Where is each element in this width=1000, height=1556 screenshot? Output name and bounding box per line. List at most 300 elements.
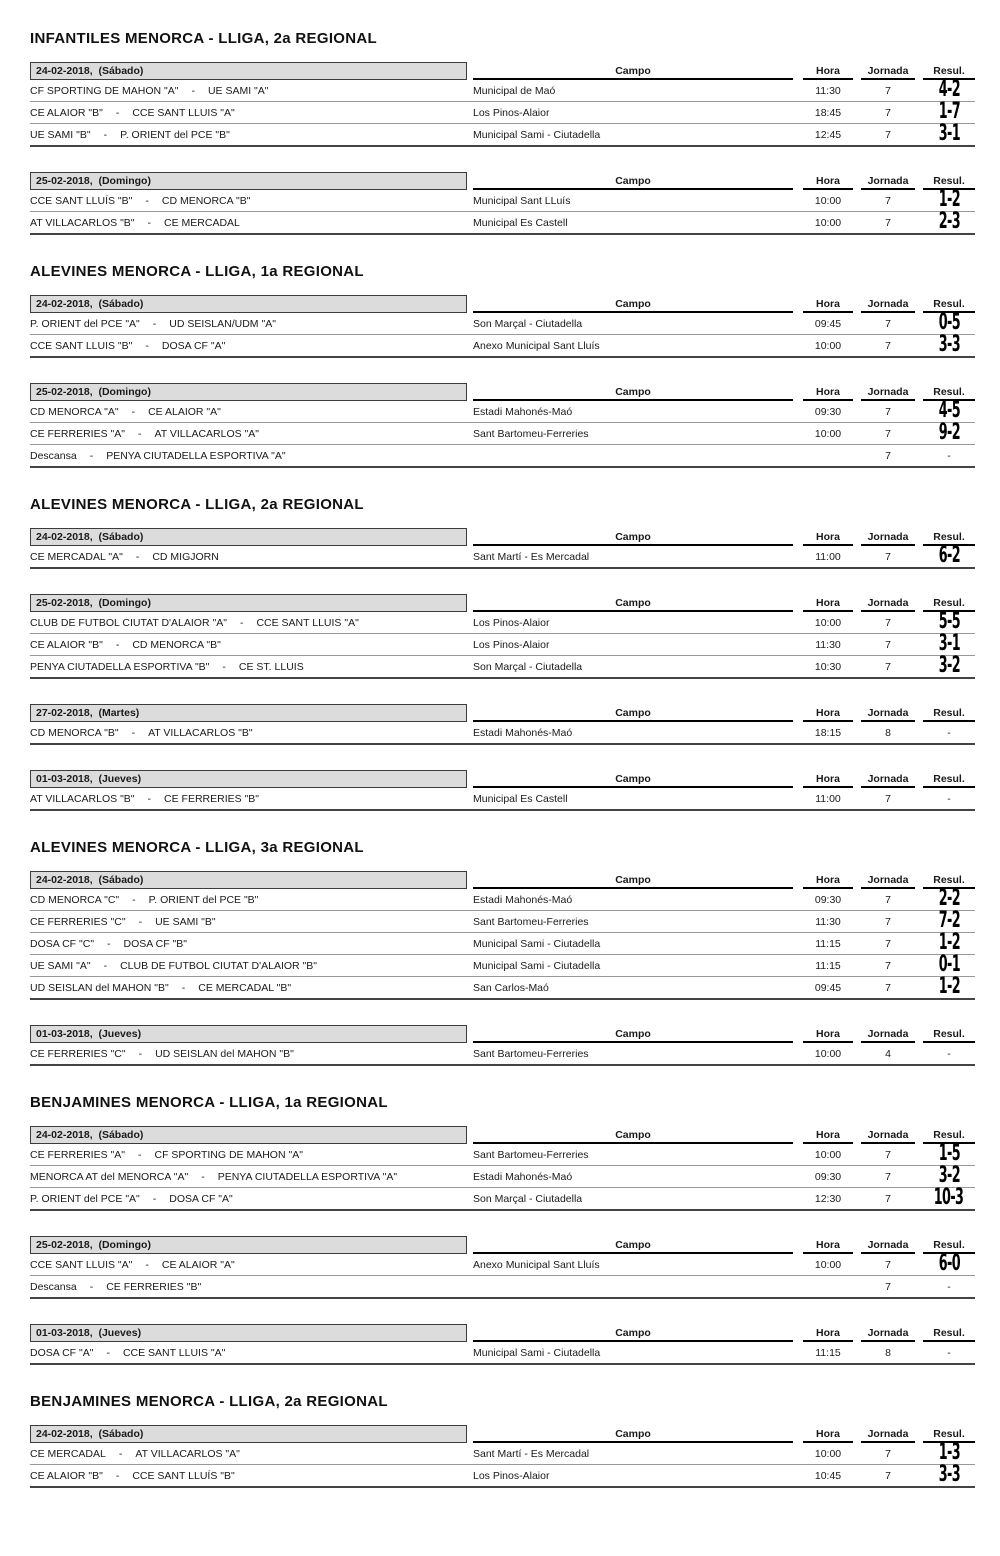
match-rows [30, 1251, 975, 1299]
campo-cell: Estadi Mahonés-Maó [473, 893, 573, 906]
home-team: Descansa [30, 449, 77, 462]
away-team: CE FERRERIES "B" [164, 792, 260, 805]
campo-column-header: Campo [473, 383, 793, 401]
match-row [30, 398, 975, 423]
date-header [30, 704, 467, 722]
result-value: - [947, 1280, 951, 1293]
teams-cell [30, 450, 473, 462]
campo-cell: Municipal Sami - Ciutadella [473, 937, 601, 950]
teams-cell [30, 85, 473, 97]
resul-column-header: Resul. [923, 594, 975, 612]
jornada-column-header: Jornada [861, 704, 915, 722]
versus-separator: - [137, 427, 142, 440]
result-value: 1-3 [938, 1440, 960, 1465]
teams-cell [30, 217, 473, 229]
away-team: CE FERRERIES "B" [106, 1280, 202, 1293]
versus-separator: - [239, 616, 244, 629]
campo-column-header: Campo [473, 1425, 793, 1443]
date-header [30, 770, 467, 788]
hora-cell: 11:00 [815, 550, 841, 563]
campo-cell: Son Marçal - Ciutadella [473, 317, 583, 330]
campo-cell: Estadi Mahonés-Maó [473, 726, 573, 739]
campo-column-header: Campo [473, 1324, 793, 1342]
versus-separator: - [137, 1148, 142, 1161]
resul-column-header: Resul. [923, 1236, 975, 1254]
versus-separator: - [115, 106, 120, 119]
result-cell [923, 1141, 975, 1166]
date-header-label: 27-02-2018, (Martes) [36, 707, 140, 719]
jornada-column-header: Jornada [861, 383, 915, 401]
table-header-row [30, 295, 975, 313]
date-header-label: 24-02-2018, (Sábado) [36, 531, 144, 543]
versus-separator: - [145, 1258, 149, 1271]
teams-cell [30, 406, 473, 418]
campo-column-header: Campo [473, 871, 793, 889]
table-header-row [30, 383, 975, 401]
jornada-cell: 8 [885, 1346, 891, 1359]
versus-separator: - [118, 1447, 123, 1460]
hora-cell: 10:00 [814, 1047, 842, 1060]
campo-cell: Los Pinos-Alaior [473, 616, 550, 629]
hora-column-header: Hora [803, 1025, 853, 1043]
match-rows [30, 543, 975, 569]
date-header-label: 01-03-2018, (Jueves) [36, 1028, 142, 1040]
result-cell [923, 1281, 975, 1293]
result-cell [923, 1163, 975, 1188]
teams-cell [30, 960, 473, 972]
date-header-label: 25-02-2018, (Domingo) [36, 597, 151, 609]
fixtures-table [30, 62, 975, 147]
campo-cell: Municipal Sami - Ciutadella [473, 1346, 601, 1359]
away-team: CCE SANT LLUIS "A" [132, 106, 235, 119]
campo-column-header: Campo [473, 594, 793, 612]
match-row [30, 332, 975, 358]
away-team: UD SEISLAN/UDM "A" [169, 317, 276, 330]
teams-cell [30, 1259, 473, 1271]
sections-container [30, 30, 975, 1488]
away-team: CCE SANT LLUIS "A" [122, 1346, 226, 1359]
section-title: BENJAMINES MENORCA - LLIGA, 2a REGIONAL [30, 1393, 388, 1410]
match-row [30, 1276, 975, 1299]
date-header-label: 25-02-2018, (Domingo) [36, 386, 151, 398]
result-value: 1-2 [938, 187, 960, 212]
teams-cell [30, 1347, 473, 1359]
away-team: CCE SANT LLUIS "A" [256, 616, 359, 629]
resul-column-header: Resul. [923, 1425, 975, 1443]
hora-cell: 10:00 [814, 427, 842, 440]
match-row [30, 1251, 975, 1276]
fixtures-table [30, 172, 975, 235]
versus-separator: - [152, 317, 157, 330]
home-team: AT VILLACARLOS "B" [30, 792, 135, 805]
campo-cell: Sant Martí - Es Mercadal [473, 1447, 590, 1460]
versus-separator: - [89, 1280, 94, 1293]
hora-cell: 10:00 [814, 339, 842, 352]
campo-cell: Los Pinos-Alaior [473, 106, 550, 119]
versus-separator: - [131, 726, 136, 739]
home-team: Descansa [30, 1280, 77, 1293]
teams-cell [30, 727, 473, 739]
away-team: CD MIGJORN [152, 550, 219, 563]
campo-cell: Anexo Municipal Sant Lluís [473, 1258, 600, 1271]
resul-column-header: Resul. [923, 871, 975, 889]
table-header-row [30, 594, 975, 612]
hora-cell: 11:30 [815, 915, 841, 928]
result-value: 3-1 [938, 121, 960, 146]
campo-column-header: Campo [473, 1236, 793, 1254]
table-header-row [30, 871, 975, 889]
table-header-row [30, 1324, 975, 1342]
hora-cell: 12:45 [814, 128, 842, 141]
campo-cell: San Carlos-Maó [473, 981, 549, 994]
result-value: 0-5 [938, 310, 960, 335]
jornada-column-header: Jornada [861, 770, 915, 788]
date-header-label: 01-03-2018, (Jueves) [36, 1327, 142, 1339]
home-team: CF SPORTING DE MAHON "A" [30, 84, 179, 97]
away-team: CE ST. LLUIS [238, 660, 304, 673]
away-team: AT VILLACARLOS "B" [148, 726, 253, 739]
jornada-column-header: Jornada [861, 1236, 915, 1254]
date-header [30, 1025, 467, 1043]
result-cell [923, 886, 975, 911]
match-row [30, 722, 975, 745]
away-team: UD SEISLAN del MAHON "B" [155, 1047, 294, 1060]
match-row [30, 1462, 975, 1488]
teams-cell [30, 894, 473, 906]
campo-cell: Anexo Municipal Sant Lluís [473, 339, 600, 352]
date-header [30, 62, 467, 80]
away-team: PENYA CIUTADELLA ESPORTIVA "A" [217, 1170, 398, 1183]
jornada-cell: 7 [885, 317, 891, 330]
result-value: 7-2 [938, 908, 960, 933]
away-team: UE SAMI "B" [155, 915, 216, 928]
versus-separator: - [222, 660, 226, 673]
result-value: 3-2 [938, 1163, 960, 1188]
table-header-row [30, 1236, 975, 1254]
result-value: 1-7 [938, 99, 960, 124]
section-title: INFANTILES MENORCA - LLIGA, 2a REGIONAL [30, 30, 377, 47]
jornada-cell: 7 [885, 106, 891, 119]
hora-cell: 18:15 [814, 726, 842, 739]
date-header [30, 528, 467, 546]
jornada-cell: 7 [885, 616, 891, 629]
match-row [30, 908, 975, 933]
resul-column-header: Resul. [923, 295, 975, 313]
match-rows [30, 1440, 975, 1488]
fixture-groups [30, 1425, 975, 1488]
home-team: DOSA CF "A" [30, 1346, 94, 1359]
hora-cell: 10:00 [814, 1447, 842, 1460]
fixture-groups [30, 528, 975, 811]
fixture-groups [30, 62, 975, 235]
result-cell [923, 543, 975, 568]
date-header-label: 24-02-2018, (Sábado) [36, 1129, 144, 1141]
teams-cell [30, 1149, 473, 1161]
jornada-cell: 7 [885, 981, 891, 994]
date-header [30, 1126, 467, 1144]
fixtures-table [30, 528, 975, 569]
jornada-cell: 4 [885, 1047, 891, 1060]
hora-cell: 11:15 [815, 959, 841, 972]
fixtures-table [30, 704, 975, 745]
date-header [30, 1324, 467, 1342]
result-cell [923, 420, 975, 445]
hora-cell: 10:30 [814, 660, 842, 673]
teams-cell [30, 982, 473, 994]
jornada-cell: 7 [885, 1192, 891, 1205]
home-team: DOSA CF "C" [30, 937, 95, 950]
result-cell [923, 1251, 975, 1276]
teams-cell [30, 938, 473, 950]
result-value: - [947, 1047, 951, 1060]
result-value: 10-3 [934, 1185, 964, 1210]
hora-cell: 09:30 [814, 405, 842, 418]
result-cell [923, 77, 975, 102]
versus-separator: - [145, 339, 149, 352]
campo-cell: Estadi Mahonés-Maó [473, 1170, 573, 1183]
teams-cell [30, 1448, 473, 1460]
match-row [30, 77, 975, 102]
teams-cell [30, 1048, 473, 1060]
jornada-cell: 7 [885, 1148, 891, 1161]
home-team: CE FERRERIES "C" [30, 1047, 126, 1060]
result-cell [923, 974, 975, 999]
result-value: 2-2 [938, 886, 960, 911]
fixtures-table [30, 594, 975, 679]
match-rows [30, 1141, 975, 1211]
result-value: - [947, 792, 951, 805]
match-row [30, 420, 975, 445]
table-header-row [30, 1025, 975, 1043]
resul-column-header: Resul. [923, 62, 975, 80]
result-cell [923, 727, 975, 739]
hora-column-header: Hora [803, 383, 853, 401]
result-cell [923, 793, 975, 805]
hora-cell: 11:30 [815, 84, 841, 97]
jornada-cell: 7 [885, 550, 891, 563]
date-header [30, 594, 467, 612]
date-header-label: 01-03-2018, (Jueves) [36, 773, 142, 785]
campo-column-header: Campo [473, 172, 793, 190]
campo-column-header: Campo [473, 704, 793, 722]
result-value: 2-3 [938, 209, 960, 234]
campo-cell: Sant Bartomeu-Ferreries [473, 1047, 589, 1060]
away-team: CE ALAIOR "A" [161, 1258, 235, 1271]
result-cell [923, 209, 975, 234]
result-cell [923, 310, 975, 335]
versus-separator: - [138, 1047, 143, 1060]
result-cell [923, 99, 975, 124]
teams-cell [30, 1470, 473, 1482]
away-team: DOSA CF "B" [123, 937, 188, 950]
resul-column-header: Resul. [923, 383, 975, 401]
home-team: CE MERCADAL [30, 1447, 106, 1460]
result-value: 4-2 [938, 77, 960, 102]
result-value: - [947, 726, 951, 739]
fixtures-table [30, 295, 975, 358]
hora-cell: 09:45 [814, 317, 842, 330]
result-cell [923, 930, 975, 955]
hora-cell: 09:30 [814, 1170, 842, 1183]
jornada-column-header: Jornada [861, 594, 915, 612]
match-row [30, 1342, 975, 1365]
fixture-groups [30, 295, 975, 468]
campo-cell: Municipal Sami - Ciutadella [473, 128, 601, 141]
hora-column-header: Hora [803, 1236, 853, 1254]
result-cell [923, 1347, 975, 1359]
result-value: 6-0 [938, 1251, 960, 1276]
match-row [30, 209, 975, 235]
match-row [30, 974, 975, 1000]
date-header-label: 25-02-2018, (Domingo) [36, 175, 151, 187]
versus-separator: - [107, 937, 111, 950]
versus-separator: - [103, 959, 108, 972]
match-rows [30, 1342, 975, 1365]
result-cell [923, 187, 975, 212]
jornada-cell: 7 [885, 1469, 891, 1482]
home-team: CE ALAIOR "B" [30, 1469, 103, 1482]
jornada-cell: 7 [885, 405, 891, 418]
campo-cell: Los Pinos-Alaior [473, 638, 550, 651]
result-value: 1-5 [938, 1141, 960, 1166]
match-rows [30, 77, 975, 147]
campo-cell: Sant Bartomeu-Ferreries [473, 915, 589, 928]
home-team: CD MENORCA "C" [30, 893, 120, 906]
away-team: P. ORIENT del PCE "B" [120, 128, 230, 141]
campo-cell: Los Pinos-Alaior [473, 1469, 550, 1482]
match-row [30, 653, 975, 679]
teams-cell [30, 793, 473, 805]
campo-cell: Son Marçal - Ciutadella [473, 660, 583, 673]
hora-column-header: Hora [803, 1324, 853, 1342]
teams-cell [30, 617, 473, 629]
result-value: 3-3 [938, 1462, 960, 1487]
league-section [30, 1393, 975, 1488]
table-header-row [30, 528, 975, 546]
campo-cell: Sant Bartomeu-Ferreries [473, 427, 589, 440]
jornada-cell: 7 [885, 427, 891, 440]
match-row [30, 310, 975, 335]
home-team: CD MENORCA "B" [30, 726, 119, 739]
teams-cell [30, 639, 473, 651]
resul-column-header: Resul. [923, 172, 975, 190]
table-header-row [30, 172, 975, 190]
date-header-label: 25-02-2018, (Domingo) [36, 1239, 151, 1251]
home-team: UD SEISLAN del MAHON "B" [30, 981, 169, 994]
jornada-cell: 7 [885, 216, 891, 229]
result-cell [923, 908, 975, 933]
jornada-cell: 7 [885, 1280, 891, 1293]
campo-cell: Municipal de Maó [473, 84, 556, 97]
jornada-column-header: Jornada [861, 528, 915, 546]
versus-separator: - [147, 792, 152, 805]
campo-column-header: Campo [473, 1126, 793, 1144]
teams-cell [30, 1171, 473, 1183]
resul-column-header: Resul. [923, 704, 975, 722]
campo-cell: Estadi Mahonés-Maó [473, 405, 573, 418]
hora-cell: 12:30 [814, 1192, 842, 1205]
match-rows [30, 788, 975, 811]
teams-cell [30, 107, 473, 119]
jornada-column-header: Jornada [861, 1425, 915, 1443]
result-value: - [947, 1346, 951, 1359]
league-section [30, 1094, 975, 1365]
versus-separator: - [135, 550, 140, 563]
result-value: - [947, 449, 951, 462]
fixtures-table [30, 1425, 975, 1488]
hora-column-header: Hora [803, 1126, 853, 1144]
home-team: PENYA CIUTADELLA ESPORTIVA "B" [30, 660, 210, 673]
resul-column-header: Resul. [923, 1324, 975, 1342]
date-header [30, 383, 467, 401]
hora-cell: 11:15 [815, 937, 841, 950]
hora-cell: 11:15 [815, 1346, 841, 1359]
jornada-cell: 7 [885, 792, 891, 805]
away-team: PENYA CIUTADELLA ESPORTIVA "A" [106, 449, 286, 462]
fixtures-table [30, 1025, 975, 1066]
match-row [30, 1440, 975, 1465]
fixture-groups [30, 871, 975, 1066]
match-rows [30, 398, 975, 468]
teams-cell [30, 551, 473, 563]
table-header-row [30, 1425, 975, 1443]
result-value: 3-3 [938, 332, 960, 357]
campo-cell: Sant Martí - Es Mercadal [473, 550, 590, 563]
campo-cell: Municipal Sami - Ciutadella [473, 959, 601, 972]
table-header-row [30, 62, 975, 80]
away-team: CLUB DE FUTBOL CIUTAT D'ALAIOR "B" [120, 959, 317, 972]
campo-column-header: Campo [473, 1025, 793, 1043]
home-team: P. ORIENT del PCE "A" [30, 1192, 140, 1205]
versus-separator: - [152, 1192, 157, 1205]
result-value: 3-1 [938, 631, 960, 656]
teams-cell [30, 1281, 473, 1293]
date-header [30, 871, 467, 889]
campo-cell: Municipal Es Castell [473, 792, 568, 805]
jornada-cell: 7 [885, 959, 891, 972]
away-team: P. ORIENT del PCE "B" [148, 893, 259, 906]
match-row [30, 788, 975, 811]
teams-cell [30, 916, 473, 928]
match-row [30, 1163, 975, 1188]
home-team: CD MENORCA "A" [30, 405, 119, 418]
fixture-groups [30, 1126, 975, 1365]
away-team: AT VILLACARLOS "A" [135, 1447, 240, 1460]
jornada-column-header: Jornada [861, 295, 915, 313]
match-row [30, 886, 975, 911]
result-value: 6-2 [938, 543, 960, 568]
date-header-label: 24-02-2018, (Sábado) [36, 298, 144, 310]
fixtures-table [30, 871, 975, 1000]
resul-column-header: Resul. [923, 770, 975, 788]
result-cell [923, 952, 975, 977]
versus-separator: - [115, 1469, 120, 1482]
jornada-cell: 7 [885, 1258, 891, 1271]
hora-column-header: Hora [803, 704, 853, 722]
fixtures-table [30, 1236, 975, 1299]
result-cell [923, 1185, 975, 1210]
result-value: 1-2 [938, 930, 960, 955]
match-row [30, 543, 975, 569]
jornada-cell: 7 [885, 339, 891, 352]
league-section [30, 30, 975, 235]
hora-cell: 10:00 [814, 616, 842, 629]
hora-column-header: Hora [803, 594, 853, 612]
jornada-cell: 8 [885, 726, 891, 739]
match-rows [30, 310, 975, 358]
away-team: CE ALAIOR "A" [148, 405, 221, 418]
jornada-column-header: Jornada [861, 1126, 915, 1144]
